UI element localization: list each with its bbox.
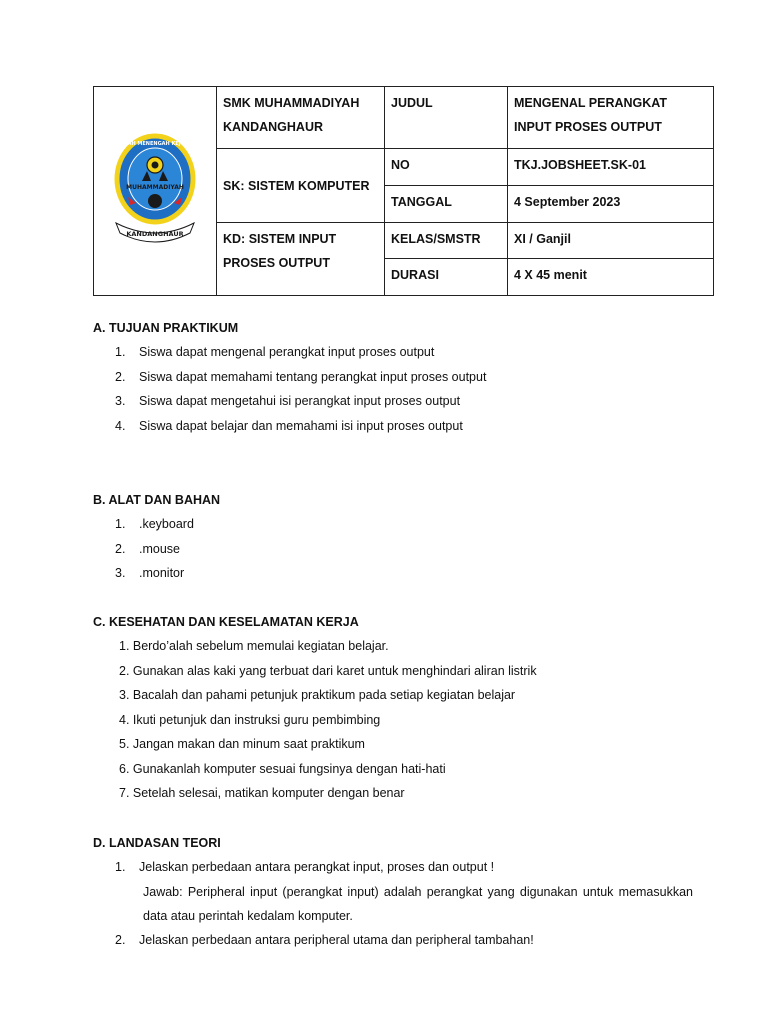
answer-text: Jawab: Peripheral input (perangkat input) adalah perangkat yang digunakan untuk memasukkan data atau perintah kedalam komputer. [143,884,693,923]
tanggal-label: TANGGAL [385,186,508,223]
logo-cell [94,87,217,296]
list-item: 2. Gunakan alas kaki yang terbuat dari karet untuk menghindari aliran listrik [119,663,537,678]
section-tujuan [93,316,713,438]
section-title: B. ALAT DAN BAHAN [93,493,221,507]
list-item: 3. Bacalah dan pahami petunjuk praktikum pada setiap kegiatan belajar [119,688,516,702]
section-alat-bahan [93,488,713,586]
kd-label: KD: SISTEM INPUT PROSES OUTPUT [217,223,385,296]
list-item: 4. Siswa dapat belajar dan memahami isi input proses output [115,418,463,433]
section-k3 [93,610,713,806]
logo-arc-text: SEKOLAH MENENGAH KEJURUAN [109,141,200,147]
logo-name: MUHAMMADIYAH [125,184,184,191]
sk-label: SK: SISTEM KOMPUTER [217,149,385,223]
section-landasan-teori [93,831,713,952]
durasi-label: DURASI [385,259,508,296]
school-name: SMK MUHAMMADIYAH KANDANGHAUR [217,87,385,149]
durasi-value: 4 X 45 menit [508,259,714,296]
list-item: 5. Jangan makan dan minum saat praktikum [119,737,365,751]
kelas-label: KELAS/SMSTR [385,223,508,259]
list-item: 1. Berdo’alah sebelum memulai kegiatan belajar. [119,639,389,653]
list-item: 7. Setelah selesai, matikan komputer dengan benar [119,786,405,800]
logo-banner-text: KANDANGHAUR [125,230,184,238]
list-item: 3. .monitor [115,566,185,580]
section-title: A. TUJUAN PRAKTIKUM [93,321,239,335]
list-item: 1. .keyboard [115,517,194,531]
list-item: 2. Siswa dapat memahami tentang perangkat input proses output [115,369,487,384]
list-item: 4. Ikuti petunjuk dan instruksi guru pembimbing [119,712,381,727]
no-label: NO [385,149,508,186]
list-item: 3. Siswa dapat mengetahui isi perangkat input proses output [115,394,461,408]
list-item: 2. .mouse [115,541,180,556]
judul-label: JUDUL [385,87,508,149]
section-title: D. LANDASAN TEORI [93,836,221,850]
list-item: 1. Siswa dapat mengenal perangkat input proses output [115,345,435,359]
no-value: TKJ.JOBSHEET.SK-01 [508,149,714,186]
question-item: 1. Jelaskan perbedaan antara perangkat input, proses dan output ! [115,860,495,874]
judul-value: MENGENAL PERANGKAT INPUT PROSES OUTPUT [508,87,714,149]
header-table [93,86,714,296]
list-item: 6. Gunakanlah komputer sesuai fungsinya dengan hati-hati [119,761,446,776]
section-title: C. KESEHATAN DAN KESELAMATAN KERJA [93,615,359,629]
kelas-value: XI / Ganjil [508,223,714,259]
school-logo [108,131,203,251]
question-item: 2. Jelaskan perbedaan antara peripheral utama dan peripheral tambahan! [115,932,534,947]
tanggal-value: 4 September 2023 [508,186,714,223]
